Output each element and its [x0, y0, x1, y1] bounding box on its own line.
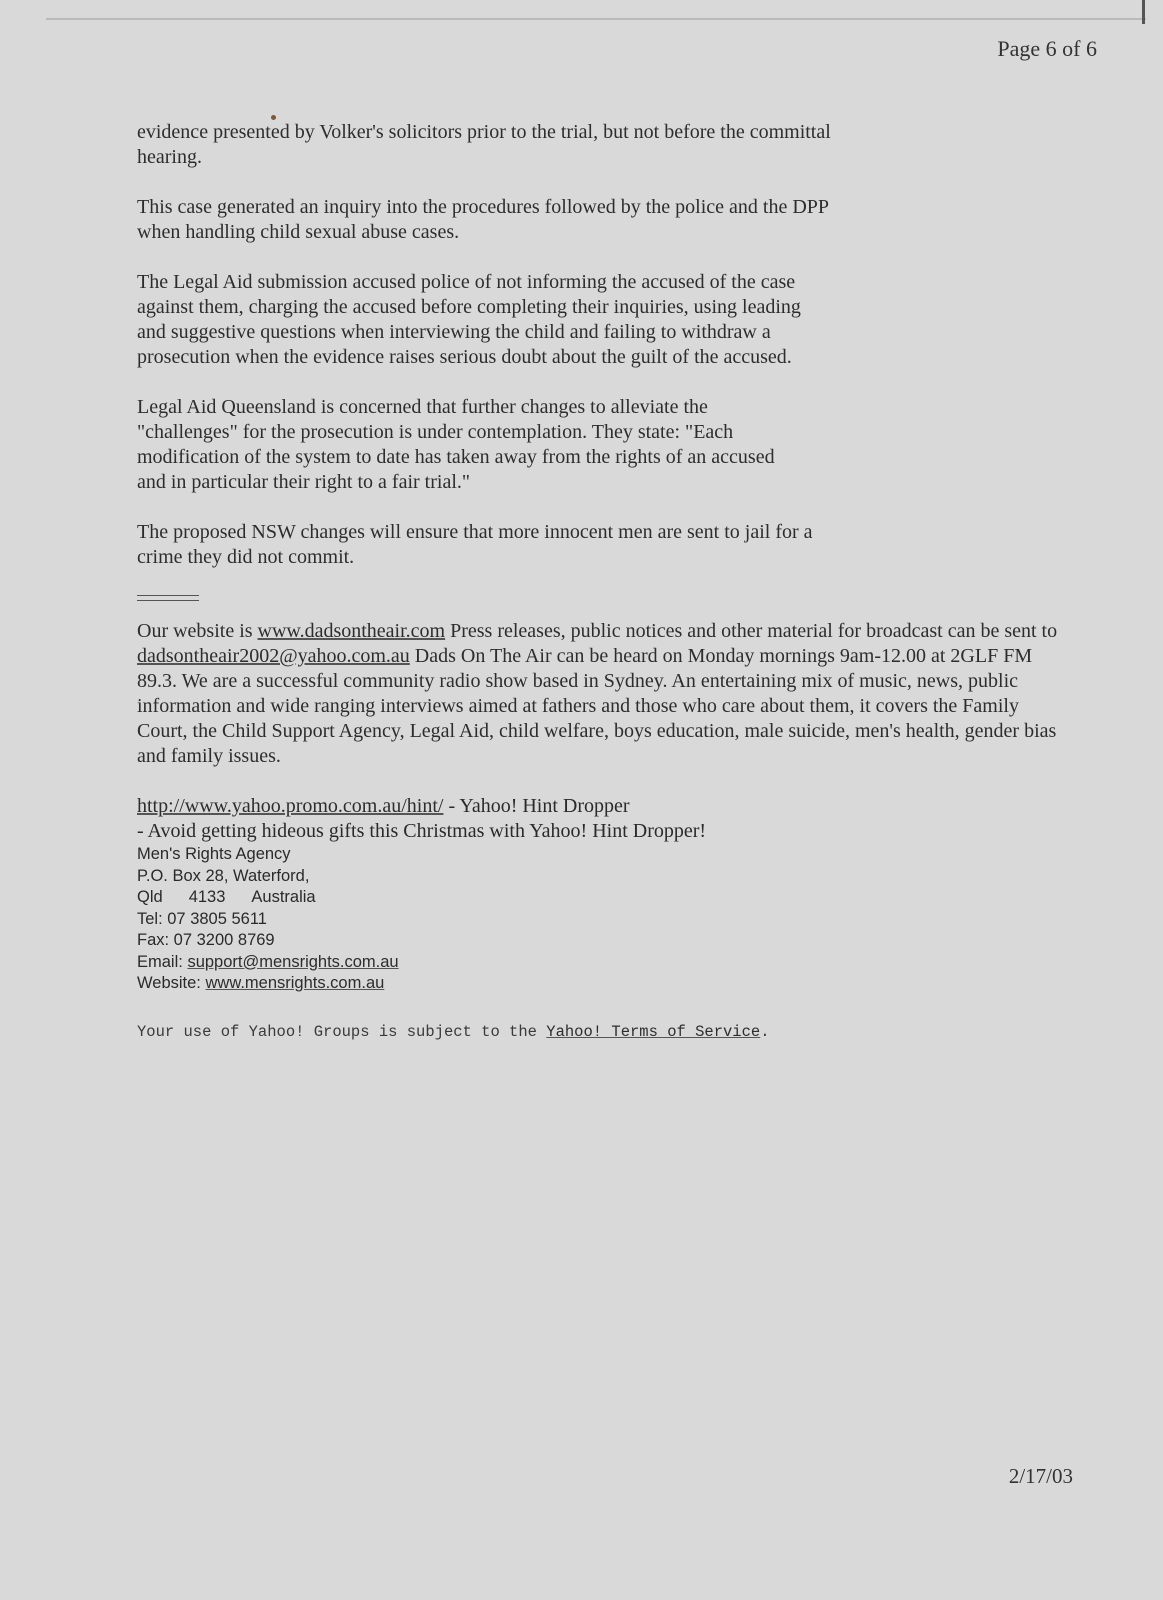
- signature-website-line: [137, 973, 1077, 995]
- signature-po-box: P.O. Box 28, Waterford,: [137, 866, 310, 885]
- page-right-edge: [1142, 0, 1145, 24]
- signature-block: [137, 844, 1077, 995]
- terms-suffix: .: [760, 1022, 770, 1041]
- paragraph-3: The Legal Aid submission accused police of not informing the accused of the case against them, charging the accused before completing their inquiries, using leading and suggestive questions when interviewing the child and failing to withdraw a prosecution when the evidence raises serious doubt about the guilt of the accused.: [137, 271, 801, 368]
- press-release-text: Press releases, public notices and other material for broadcast can be sent to: [450, 620, 1058, 642]
- hint-line-2: - Avoid getting hideous gifts this Christmas with Yahoo! Hint Dropper!: [137, 820, 707, 842]
- mensrights-email-link[interactable]: support@mensrights.com.au: [187, 952, 399, 971]
- signature-tel: Tel: 07 3805 5611: [137, 909, 267, 928]
- paragraph-2: This case generated an inquiry into the procedures followed by the police and the DPP when handling child sexual abuse cases.: [137, 196, 829, 243]
- signature-email-label: Email:: [137, 952, 183, 971]
- yahoo-hint-link[interactable]: http://www.yahoo.promo.com.au/hint/: [137, 795, 444, 817]
- hint-line-1: [137, 794, 1077, 819]
- signature-org: Men's Rights Agency: [137, 845, 291, 863]
- signature-email-line: [137, 952, 1077, 974]
- separator-rule: [137, 595, 199, 601]
- paragraph-1: evidence presented by Volker's solicitors prior to the trial, but not before the committal hearing.: [137, 121, 831, 168]
- signature-postcode: 4133: [188, 888, 226, 906]
- page-number: Page 6 of 6: [997, 36, 1097, 61]
- dadsontheair-link[interactable]: www.dadsontheair.com: [257, 620, 446, 642]
- document-body: [137, 120, 1077, 1041]
- signature-website-label: Website:: [137, 974, 201, 992]
- signature-location: [137, 887, 1077, 909]
- print-date: 2/17/03: [1008, 1464, 1073, 1488]
- dadsontheair-email-link[interactable]: dadsontheair2002@yahoo.com.au: [137, 645, 410, 667]
- yahoo-terms-link[interactable]: Yahoo! Terms of Service: [546, 1022, 761, 1041]
- mensrights-website-link[interactable]: www.mensrights.com.au: [205, 974, 385, 992]
- signature-country: Australia: [251, 888, 316, 906]
- signature-fax: Fax: 07 3200 8769: [137, 931, 275, 949]
- terms-prefix: Your use of Yahoo! Groups is subject to the: [137, 1022, 537, 1041]
- page-top-edge: [46, 18, 1146, 20]
- signature-state: Qld: [137, 888, 163, 906]
- show-description: Dads On The Air can be heard on Monday mornings 9am-12.00 at 2GLF FM 89.3. We are a successful community radio show based in Sydney. An entertaining mix of music, news, public information and wide ranging interviews aimed at fathers and those who care about them, it covers the Family Court, the Child Support Agency, Legal Aid, child welfare, boys education, male suicide, men's health, gender bias and family issues.: [137, 645, 1057, 767]
- paragraph-5: The proposed NSW changes will ensure that more innocent men are sent to jail for a crime they did not commit.: [137, 521, 813, 568]
- hint-dropper-block: [137, 794, 1077, 844]
- website-prefix: Our website is: [137, 620, 253, 642]
- hint-title: - Yahoo! Hint Dropper: [448, 795, 630, 817]
- yahoo-terms-line: [137, 1023, 1077, 1041]
- radio-show-info: [137, 619, 1062, 769]
- paragraph-4: Legal Aid Queensland is concerned that further changes to alleviate the "challenges" for the prosecution is under contemplation. They state: "Each modification of the system to date has taken away from the rights of an accused and in particular their right to a fair trial.": [137, 396, 775, 493]
